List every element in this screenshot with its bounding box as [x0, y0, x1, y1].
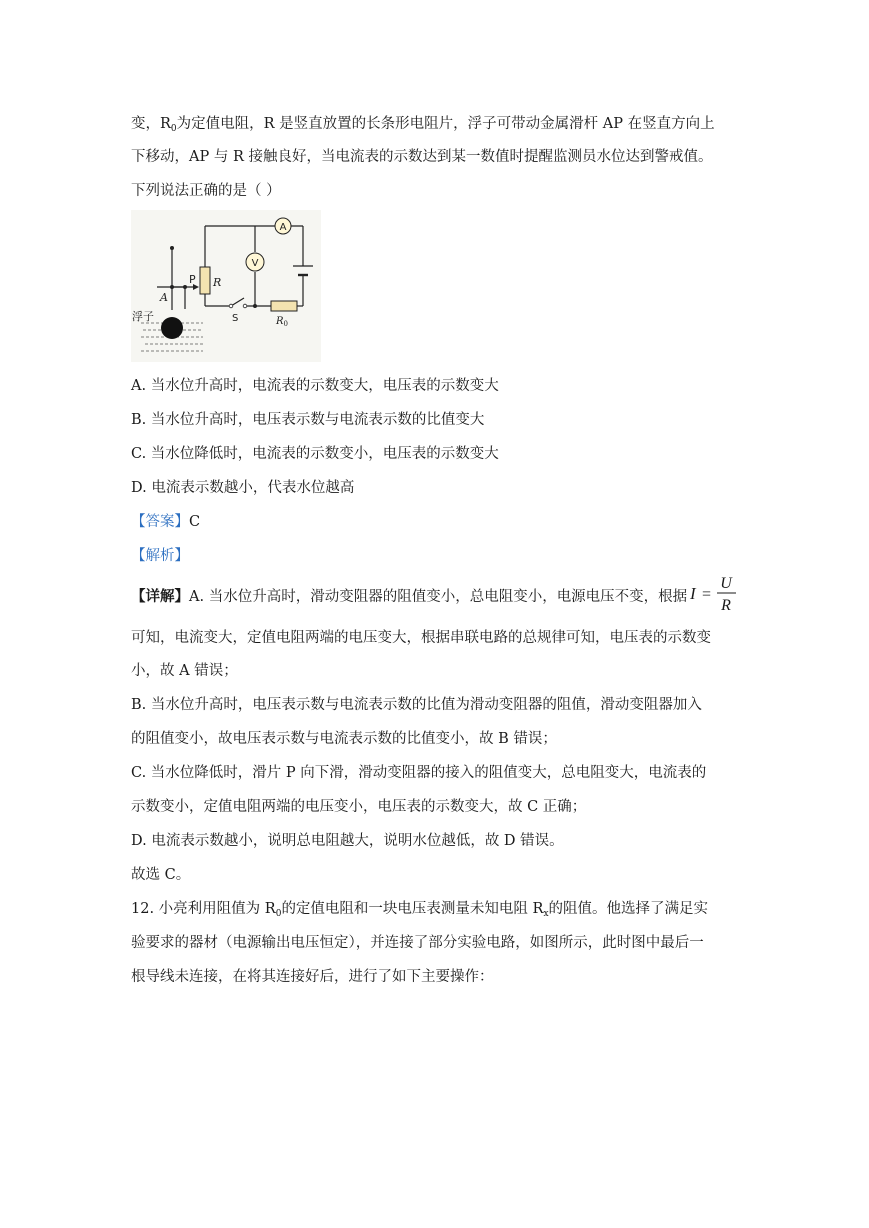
- detail-line-d1: D. 电流表示数越小，说明总电阻越大，说明水位越低，故 D 错误。: [131, 833, 564, 849]
- q12-line-1: 12. 小亮利用阻值为 $R_0$的定值电阻和一块电压表测量未知电阻 $R_x$的阻值。他选择了满足实: [131, 901, 709, 919]
- detail-conclusion: 故选 C。: [131, 867, 191, 883]
- analysis-tag: 【解析】: [131, 548, 189, 564]
- svg-text:=: =: [702, 586, 712, 603]
- svg-text:I: I: [690, 584, 696, 603]
- rheostat-r: [200, 267, 210, 294]
- option-b: B. 当水位升高时，电压表示数与电流表示数的比值变大: [131, 412, 485, 428]
- voltmeter-label: V: [251, 258, 259, 269]
- detail-tag: 【详解】: [131, 588, 189, 605]
- junction-dot: [183, 285, 187, 289]
- q12-line-3: 根导线未连接，在将其连接好后，进行了如下主要操作：: [131, 969, 494, 985]
- resistor-r0-label: $R_0$: [276, 316, 288, 328]
- circuit-diagram: [131, 210, 321, 362]
- q12-line-2: 验要求的器材（电源输出电压恒定），并连接了部分实验电路，如图所示，此时图中最后一: [131, 935, 704, 951]
- detail-line-c2: 示数变小，定值电阻两端的电压变小，电压表的示数变大，故 C 正确；: [131, 799, 587, 815]
- resistor-r-label: R: [213, 276, 222, 289]
- junction-dot: [170, 285, 174, 289]
- question-line-2: 下移动，AP 与 R 接触良好，当电流表的示数达到某一数值时提醒监测员水位达到警戒值。: [131, 149, 713, 165]
- float-ball: [161, 317, 183, 339]
- switch-contact-right: [243, 304, 247, 308]
- detail-line-a1: 【详解】A. 当水位升高时，滑动变阻器的阻值变小，总电阻变小，电源电压不变，根据: [131, 588, 688, 605]
- option-a: A. 当水位升高时，电流表的示数变大，电压表的示数变大: [131, 378, 499, 394]
- formula-i-equals-u-over-r: [688, 572, 742, 616]
- point-a-label: A: [160, 291, 168, 304]
- option-d: D. 电流表示数越小，代表水位越高: [131, 480, 355, 496]
- junction-dot: [170, 246, 174, 250]
- detail-line-b2: 的阻值变小，故电压表示数与电流表示数的比值变小，故 B 错误；: [131, 731, 557, 747]
- question-line-1: 变，$R_0$为定值电阻，R 是竖直放置的长条形电阻片，浮子可带动金属滑杆 AP 在竖直方向上: [131, 116, 715, 134]
- answer-tag: 【答案】: [131, 514, 189, 530]
- resistor-r0: [271, 301, 297, 311]
- option-c: C. 当水位降低时，电流表的示数变小，电压表的示数变大: [131, 446, 499, 462]
- svg-text:R: R: [721, 597, 731, 614]
- ammeter-label: A: [279, 222, 287, 233]
- float-label: 浮子: [132, 310, 154, 323]
- switch-s-label: S: [232, 313, 239, 324]
- answer-line: [131, 510, 200, 531]
- detail-line-b1: B. 当水位升高时，电压表示数与电流表示数的比值为滑动变阻器的阻值，滑动变阻器加入: [131, 697, 702, 713]
- detail-line-c1: C. 当水位降低时，滑片 P 向下滑，滑动变阻器的接入的阻值变大，总电阻变大，电流表的: [131, 765, 707, 781]
- detail-line-a2: 可知，电流变大，定值电阻两端的电压变大，根据串联电路的总规律可知，电压表的示数变: [131, 630, 711, 646]
- detail-line-a3: 小，故 A 错误；: [131, 663, 238, 679]
- svg-text:U: U: [720, 575, 732, 592]
- junction-dot: [253, 304, 257, 308]
- question-line-3: 下列说法正确的是（ ）: [131, 183, 281, 199]
- switch-contact-left: [229, 304, 233, 308]
- answer-value: C: [189, 514, 201, 530]
- point-p-label: P: [189, 273, 196, 286]
